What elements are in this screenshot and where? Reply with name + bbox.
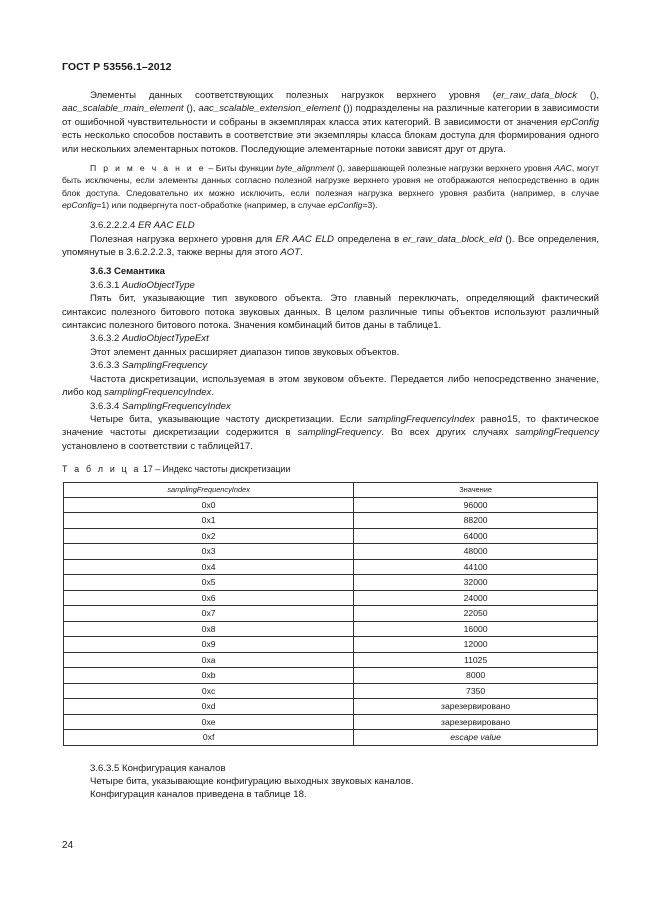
text-run: (). Все определения, упомянутые в 3.6.2.2.2.3, также верны для этого [62,233,599,259]
text-run: (), завершающей полезные нагрузки верхнего уровня [334,163,555,174]
section-paragraph-3622 [62,233,599,260]
section-name: ER AAC ELD [138,220,195,232]
index-cell: 0x6 [64,590,354,606]
text-run: , могут быть исключены, если элементы данных согласно полезной нагрузке верхнего уровня не отображаются непосредственно в один блок доступа. Следовательно их можно исключить, если полезная нагрузка верхнего уровня разбита (например, в случае [62,163,599,198]
section-paragraph-3635-b: Конфигурация каналов приведена в таблице 18. [90,789,307,801]
table-row [64,652,598,668]
table-row [64,575,598,591]
index-cell: 0xf [64,730,354,746]
table-caption [62,463,599,476]
document-header: ГОСТ Р 53556.1–2012 [62,61,172,73]
value-cell [354,730,598,746]
table-row [64,714,598,730]
value-cell: 22050 [354,606,598,622]
value-cell: 64000 [354,528,598,544]
value-cell: зарезервировано [354,699,598,715]
value-cell: 88200 [354,513,598,529]
table-row [64,668,598,684]
column-header-index [64,482,354,497]
section-number: 3.6.3.1 [90,279,123,291]
text-run: (), [183,103,199,115]
text-run: =1) или подвергнута пост-обработке (например, в случае [96,199,329,210]
table-row [64,590,598,606]
intro-paragraph [62,89,599,156]
text-run: ()) подразделены на различные категории в зависимости от ошибочной чувствительности и собраны в экземплярах класса этих категорий. В зависимости от значения [62,103,599,128]
note-label: П р и м е ч а н и е [90,163,206,174]
index-cell: 0x3 [64,544,354,560]
document-body [62,89,599,802]
code-term: samplingFrequency [297,427,382,439]
text-run: Элементы данных соответствующих полезных нагрузкок верхнего уровня ( [90,90,496,101]
section-paragraph-3631: Пять бит, указывающие тип звукового объекта. Это главный переключать, определяющий фактический синтаксис полезного битового потока звуковых данных. В целом различные типы объектов используют различный синтаксис полезного битового потока. Значения комбинаций битов даны в таблице1. [62,293,599,332]
code-term: epConfig [560,116,599,128]
code-term: samplingFrequency [515,427,599,439]
section-heading-3631 [62,279,599,292]
code-term: ER AAC ELD [275,233,334,245]
code-term: byte_alignment [275,163,335,174]
value-cell: 8000 [354,668,598,684]
column-header-value: Значение [354,482,598,497]
section-paragraph-3632: Этот элемент данных расширяет диапазон типов звуковых объектов. [90,346,400,358]
code-term: aac_scalable_extension_element [198,103,341,115]
table-row [64,528,598,544]
index-cell: 0x1 [64,513,354,529]
table-caption-label: Т а б л и ц а [62,464,141,475]
code-term: AAC [554,163,572,174]
section-heading-3633 [62,359,599,372]
table-row [64,559,598,575]
index-cell: 0x4 [64,559,354,575]
value-cell: 7350 [354,683,598,699]
text-run: установлено в соответствии с таблицей17. [62,440,253,452]
index-cell: 0xc [64,683,354,699]
index-cell: 0xb [64,668,354,684]
value-cell: 96000 [354,497,598,513]
section-name: SamplingFrequencyIndex [122,400,231,412]
section-paragraph-3635-a: Четыре бита, указывающие конфигурацию выходных звуковых каналов. [90,775,414,787]
table-row [64,730,598,746]
table-row [64,699,598,715]
table-caption-text: 17 – Индекс частоты дискретизации [140,464,291,475]
index-cell: 0x7 [64,606,354,622]
text-run: . [211,387,215,399]
value-cell-text: escape value [450,732,501,743]
section-heading-363: 3.6.3 Семантика [90,266,165,278]
value-cell: 44100 [354,559,598,575]
code-term: epConfig [62,199,97,210]
section-heading-3634 [62,400,599,413]
index-cell: 0x2 [64,528,354,544]
code-term: epConfig [328,199,363,210]
index-cell: 0xe [64,714,354,730]
text-run: есть несколько способов поставить в соответствие эти экземпляры класса блокам доступа для формирования одного или нескольких элементарных потоков. Последующие элементарные потоки зависят друг от друга. [62,130,599,155]
section-number: 3.6.3.2 [90,333,123,345]
text-run: . Во всех других случаях [381,427,516,439]
index-cell: 0x0 [64,497,354,513]
value-cell: 16000 [354,621,598,637]
table-row [64,606,598,622]
sampling-frequency-table [63,482,598,746]
text-run: Четыре бита, указывающие частоту дискретизации. Если [90,413,368,425]
code-term: samplingFrequencyIndex [104,387,212,399]
text-run: Частота дискретизации, используемая в этом звуковом объекте. Передается либо непосредственно значение, либо код [62,373,599,399]
table-row [64,637,598,653]
text-run: . [300,247,303,259]
index-cell: 0xa [64,652,354,668]
value-cell: 12000 [354,637,598,653]
index-cell: 0xd [64,699,354,715]
section-name: SamplingFrequency [122,360,208,372]
text-run: (), [577,90,599,101]
section-paragraph-3633 [62,373,599,400]
page-number: 24 [62,840,74,851]
index-cell: 0x5 [64,575,354,591]
code-term: er_raw_data_block_eld [402,233,502,245]
text-run: =3). [362,199,378,210]
value-cell: зарезервировано [354,714,598,730]
text-run: Полезная нагрузка верхнего уровня для [90,233,276,245]
text-run: равно15, то фактическое значение частоты дискретизации содержится в [62,413,599,439]
section-heading-3632 [62,332,599,345]
table-row [64,621,598,637]
section-heading-3635: 3.6.3.5 Конфигурация каналов [90,762,226,774]
section-name: AudioObjectTypeExt [122,333,209,345]
code-term: er_raw_data_block [496,90,578,101]
section-number: 3.6.3.4 [90,400,123,412]
text-run: – Биты функции [205,163,276,174]
section-heading-3622 [62,219,599,232]
code-term: samplingFrequencyIndex [367,413,475,425]
table-row [64,544,598,560]
note-paragraph [62,162,599,211]
table-row [64,683,598,699]
code-term: AOT [280,247,301,259]
section-number: 3.6.3.3 [90,360,123,372]
section-number: 3.6.2.2.2.4 [90,220,139,232]
table-row [64,497,598,513]
section-name: AudioObjectType [122,279,195,291]
text-run: определена в [333,233,403,245]
index-cell: 0x8 [64,621,354,637]
value-cell: 24000 [354,590,598,606]
value-cell: 48000 [354,544,598,560]
section-paragraph-3634 [62,413,599,453]
code-term: aac_scalable_main_element [62,103,184,115]
column-header-text: samplingFrequencyIndex [167,484,250,494]
value-cell: 11025 [354,652,598,668]
index-cell: 0x9 [64,637,354,653]
value-cell: 32000 [354,575,598,591]
table-header-row [64,482,598,497]
table-row [64,513,598,529]
